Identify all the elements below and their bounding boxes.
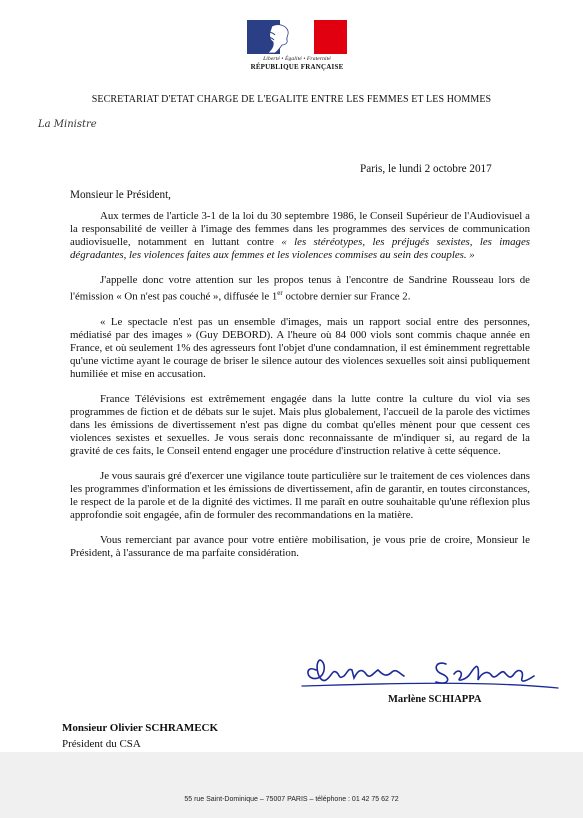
paragraph-1 — [70, 210, 530, 262]
paragraph-2-text: J'appelle donc votre attention sur les propos tenus à l'encontre de Sandrine Rousseau lors de l'émission « On n'est pas couché », diffusée le 1 — [70, 274, 530, 303]
paragraph-1-text: Aux termes de l'article 3-1 de la loi du 30 septembre 1986, le Conseil Supérieur de l'Audiovisuel a la responsabilité de veiller à l'image des femmes dans les programmes des services de communication audiovisuelle, notamment en luttant contre — [70, 210, 530, 248]
letter-body — [70, 210, 530, 560]
handwritten-signature — [296, 650, 566, 694]
paragraph-3: « Le spectacle n'est pas un ensemble d'images, mais un rapport social entre des personnes, médiatisé par des images » (Guy DEBORD). A l'heure où 84 000 viols sont commis chaque année en France, et où seulement 1% des agresseurs font l'objet d'une condamnation, il est éminemment regrettable qu'une victime ayant le courage de briser le silence autour des violences sexuelles soit ainsi publiquement humiliée et mise en accusation. — [70, 315, 530, 380]
footer-band — [0, 752, 583, 818]
ministry-heading: SECRETARIAT D'ETAT CHARGE DE L'EGALITE ENTRE LES FEMMES ET LES HOMMES — [91, 94, 492, 105]
sender-title: La Ministre — [38, 119, 97, 130]
ordinal-superscript: er — [277, 289, 283, 297]
paragraph-4: France Télévisions est extrêmement engagée dans la lutte contre la culture du viol via ses programmes de fiction et de débats sur le sujet. Mais plus globalement, l'accueil de la parole des victimes dans les émissions de divertissement n'est pas digne du combat qu'elles mènent pour que cessent ces violences sexistes et sexuelles. Je vous serais donc reconnaissante de m'indiquer si, au regard de la gravité de ces faits, le Conseil entend engager une procédure d'instruction relative à cette séquence. — [70, 392, 530, 457]
paragraph-5: Je vous saurais gré d'exercer une vigilance toute particulière sur le traitement de ces violences dans les programmes d'information et les émissions de divertissement, afin de garantir, en toutes circonstances, le respect de la parole et de la dignité des victimes. Il me paraît en outre souhaitable qu'une réflexion plus approfondie soit engagée, afin de formuler des recommandations en la matière. — [70, 469, 530, 521]
marianne-profile-icon — [258, 22, 298, 54]
republic-motto: Liberté • Égalité • Fraternité — [263, 56, 331, 62]
csa-law-quote: « les stéréotypes, les préjugés sexistes, les images dégradantes, les violences faites aux femmes et les violences commises au sein des couples. » — [70, 236, 530, 261]
salutation: Monsieur le Président, — [70, 189, 171, 201]
recipient-title: Président du CSA — [62, 738, 141, 750]
republique-francaise: RÉPUBLIQUE FRANÇAISE — [250, 63, 344, 71]
paragraph-2-end: octobre dernier sur France 2. — [282, 290, 411, 303]
paragraph-2 — [70, 274, 530, 304]
recipient-name: Monsieur Olivier SCHRAMECK — [62, 722, 219, 734]
letter-date: Paris, le lundi 2 octobre 2017 — [360, 163, 492, 175]
footer-address: 55 rue Saint-Dominique – 75007 PARIS – téléphone : 01 42 75 62 72 — [184, 796, 399, 803]
signer-name: Marlène SCHIAPPA — [388, 694, 482, 705]
marianne-logo — [247, 20, 347, 71]
flag-red-band — [314, 20, 347, 54]
tricolor-flag — [247, 20, 347, 54]
flag-white-band — [280, 20, 314, 54]
paragraph-6: Vous remerciant par avance pour votre entière mobilisation, je vous prie de croire, Monsieur le Président, à l'assurance de ma parfaite considération. — [70, 533, 530, 559]
